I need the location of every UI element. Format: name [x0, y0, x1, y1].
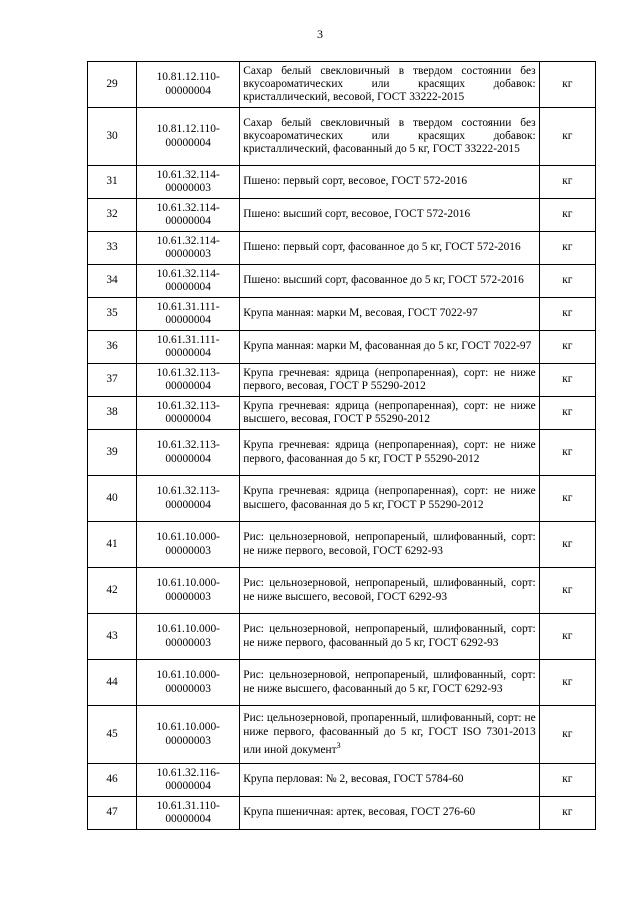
row-number-text: 45 — [106, 727, 118, 740]
row-number-text: 30 — [106, 129, 118, 142]
product-code — [137, 660, 240, 706]
row-number-text: 47 — [106, 806, 118, 819]
product-code — [137, 166, 240, 199]
product-code-text: 10.61.32.114-00000004 — [156, 267, 220, 293]
unit-of-measure — [539, 476, 595, 522]
row-number — [88, 397, 137, 430]
unit-of-measure-text: кг — [562, 491, 573, 504]
unit-of-measure — [539, 199, 595, 232]
unit-of-measure — [539, 265, 595, 298]
product-description-text: Пшено: первый сорт, фасованное до 5 кг, ГОСТ 572-2016 — [243, 241, 521, 254]
row-number-text: 31 — [106, 175, 118, 188]
unit-of-measure-text: кг — [562, 629, 573, 642]
table-row — [88, 797, 596, 830]
product-code — [137, 522, 240, 568]
unit-of-measure-text: кг — [562, 373, 573, 386]
product-code — [137, 199, 240, 232]
product-description — [240, 364, 539, 397]
product-description — [240, 397, 539, 430]
product-description — [240, 331, 539, 364]
product-description — [240, 265, 539, 298]
product-code-text: 10.61.32.114-00000003 — [156, 168, 220, 194]
row-number — [88, 298, 137, 331]
unit-of-measure-text: кг — [562, 445, 573, 458]
product-code-text: 10.61.10.000-00000003 — [156, 721, 220, 747]
row-number — [88, 108, 137, 166]
product-description-text: Крупа гречневая: ядрица (непропаренная), сорт: не ниже высшего, фасованная до 5 кг, ГОСТ Р 55290-2012 — [243, 485, 536, 511]
unit-of-measure-text: кг — [562, 806, 573, 819]
product-description — [240, 166, 539, 199]
product-description-text: Рис: цельнозерновой, непропареный, шлифованный, сорт: не ниже первого, весовой, ГОСТ 6292-93 — [243, 531, 536, 557]
product-description-text: Сахар белый свекловичный в твердом состоянии без вкусоароматических или красящих добавок: кристаллический, весовой, ГОСТ 33222-2015 — [243, 64, 536, 104]
product-description-text: Крупа манная: марки М, фасованная до 5 кг, ГОСТ 7022-97 — [243, 340, 532, 353]
row-number — [88, 568, 137, 614]
row-number-text: 32 — [106, 208, 118, 221]
product-code — [137, 108, 240, 166]
row-number-text: 38 — [106, 406, 118, 419]
product-code-text: 10.61.32.113-00000004 — [156, 399, 220, 425]
product-code-text: 10.61.32.113-00000004 — [156, 366, 220, 392]
unit-of-measure — [539, 166, 595, 199]
table-row — [88, 166, 596, 199]
product-code-text: 10.61.10.000-00000003 — [156, 531, 220, 557]
row-number-text: 35 — [106, 307, 118, 320]
unit-of-measure-text: кг — [562, 274, 573, 287]
product-code — [137, 568, 240, 614]
row-number-text: 29 — [106, 77, 118, 90]
row-number — [88, 797, 137, 830]
row-number — [88, 331, 137, 364]
product-description — [240, 568, 539, 614]
unit-of-measure — [539, 614, 595, 660]
row-number-text: 41 — [106, 537, 118, 550]
unit-of-measure — [539, 706, 595, 764]
unit-of-measure-text: кг — [562, 175, 573, 188]
unit-of-measure — [539, 108, 595, 166]
unit-of-measure-text: кг — [562, 406, 573, 419]
product-description — [240, 764, 539, 797]
table-row — [88, 331, 596, 364]
product-description — [240, 62, 539, 108]
product-code-text: 10.61.32.113-00000004 — [156, 485, 220, 511]
row-number — [88, 265, 137, 298]
product-code-text: 10.61.31.110-00000004 — [156, 799, 220, 825]
unit-of-measure — [539, 430, 595, 476]
row-number — [88, 199, 137, 232]
product-description-text: Пшено: первый сорт, весовое, ГОСТ 572-2016 — [243, 175, 468, 188]
product-description — [240, 660, 539, 706]
product-description-text: Рис: цельнозерновой, непропареный, шлифованный, сорт: не ниже высшего, фасованный до 5 кг, ГОСТ 6292-93 — [243, 669, 536, 695]
unit-of-measure — [539, 364, 595, 397]
product-description-text: Пшено: высший сорт, фасованное до 5 кг, ГОСТ 572-2016 — [243, 274, 524, 287]
row-number — [88, 522, 137, 568]
product-description — [240, 614, 539, 660]
unit-of-measure-text: кг — [562, 307, 573, 320]
product-description-text: Крупа пшеничная: артек, весовая, ГОСТ 276-60 — [243, 806, 476, 819]
product-code — [137, 331, 240, 364]
product-code-text: 10.61.31.111-00000004 — [156, 300, 220, 326]
product-description-text: Сахар белый свекловичный в твердом состоянии без вкусоароматических или красящих добавок: кристаллический, фасованный до 5 кг, ГОСТ 33222-2015 — [243, 116, 536, 156]
product-code — [137, 298, 240, 331]
product-code-text: 10.61.32.114-00000004 — [156, 201, 220, 227]
product-description-text: Крупа перловая: № 2, весовая, ГОСТ 5784-60 — [243, 773, 464, 786]
table-row — [88, 397, 596, 430]
row-number-text: 46 — [106, 773, 118, 786]
footnote-marker: 3 — [336, 740, 341, 750]
product-description — [240, 706, 539, 764]
product-code — [137, 397, 240, 430]
product-description — [240, 430, 539, 476]
row-number-text: 42 — [106, 583, 118, 596]
product-description-text: Рис: цельнозерновой, непропареный, шлифованный, сорт: не ниже первого, фасованный до 5 кг, ГОСТ 6292-93 — [243, 623, 536, 649]
product-code-text: 10.61.10.000-00000003 — [156, 577, 220, 603]
product-code — [137, 797, 240, 830]
items-table-body — [88, 62, 596, 830]
product-description — [240, 298, 539, 331]
table-row — [88, 706, 596, 764]
table-row — [88, 614, 596, 660]
product-code — [137, 706, 240, 764]
table-row — [88, 265, 596, 298]
row-number-text: 44 — [106, 675, 118, 688]
unit-of-measure — [539, 522, 595, 568]
product-description — [240, 476, 539, 522]
product-description-text: Рис: цельнозерновой, пропаренный, шлифованный, сорт: не ниже первого, фасованный до 5 кг, ГОСТ ISO 7301-2013 или иной документ — [243, 712, 536, 756]
product-code — [137, 62, 240, 108]
row-number — [88, 166, 137, 199]
row-number — [88, 614, 137, 660]
product-description-text: Рис: цельнозерновой, непропареный, шлифованный, сорт: не ниже высшего, весовой, ГОСТ 6292-93 — [243, 577, 536, 603]
product-code-text: 10.61.31.111-00000004 — [156, 333, 220, 359]
row-number-text: 43 — [106, 629, 118, 642]
product-description — [240, 199, 539, 232]
row-number — [88, 764, 137, 797]
product-description-text: Крупа манная: марки М, весовая, ГОСТ 7022-97 — [243, 307, 478, 320]
table-row — [88, 232, 596, 265]
product-description — [240, 108, 539, 166]
table-row — [88, 430, 596, 476]
table-row — [88, 199, 596, 232]
product-description — [240, 232, 539, 265]
unit-of-measure-text: кг — [562, 773, 573, 786]
unit-of-measure-text: кг — [562, 727, 573, 740]
row-number-text: 40 — [106, 491, 118, 504]
product-code-text: 10.81.12.110-00000004 — [156, 123, 220, 149]
row-number — [88, 476, 137, 522]
product-description-text: Крупа гречневая: ядрица (непропаренная), сорт: не ниже высшего, весовая, ГОСТ Р 55290-2012 — [243, 399, 536, 425]
row-number — [88, 62, 137, 108]
product-code — [137, 265, 240, 298]
unit-of-measure — [539, 660, 595, 706]
table-row — [88, 364, 596, 397]
row-number — [88, 232, 137, 265]
product-code — [137, 476, 240, 522]
table-row — [88, 62, 596, 108]
table-row — [88, 298, 596, 331]
product-description-text: Крупа гречневая: ядрица (непропаренная), сорт: не ниже первого, фасованная до 5 кг, ГОСТ Р 55290-2012 — [243, 439, 536, 465]
unit-of-measure — [539, 232, 595, 265]
unit-of-measure-text: кг — [562, 241, 573, 254]
row-number — [88, 430, 137, 476]
row-number-text: 39 — [106, 445, 118, 458]
row-number — [88, 706, 137, 764]
product-description-text: Пшено: высший сорт, весовое, ГОСТ 572-2016 — [243, 208, 471, 221]
row-number-text: 33 — [106, 241, 118, 254]
table-row — [88, 568, 596, 614]
row-number-text: 36 — [106, 340, 118, 353]
product-code-text: 10.81.12.110-00000004 — [156, 71, 220, 97]
row-number-text: 37 — [106, 373, 118, 386]
unit-of-measure — [539, 797, 595, 830]
page-number: 3 — [317, 27, 323, 41]
product-code — [137, 614, 240, 660]
product-code — [137, 232, 240, 265]
product-code-text: 10.61.32.114-00000003 — [156, 234, 220, 260]
unit-of-measure — [539, 397, 595, 430]
row-number — [88, 364, 137, 397]
product-code — [137, 430, 240, 476]
unit-of-measure-text: кг — [562, 340, 573, 353]
product-code-text: 10.61.32.116-00000004 — [156, 766, 220, 792]
row-number-text: 34 — [106, 274, 118, 287]
unit-of-measure-text: кг — [562, 208, 573, 221]
unit-of-measure-text: кг — [562, 129, 573, 142]
unit-of-measure-text: кг — [562, 583, 573, 596]
product-description — [240, 522, 539, 568]
unit-of-measure-text: кг — [562, 537, 573, 550]
items-table — [87, 61, 596, 830]
product-code — [137, 364, 240, 397]
product-description — [240, 797, 539, 830]
product-code-text: 10.61.10.000-00000003 — [156, 623, 220, 649]
product-code-text: 10.61.32.113-00000004 — [156, 439, 220, 465]
table-row — [88, 108, 596, 166]
unit-of-measure — [539, 764, 595, 797]
unit-of-measure — [539, 62, 595, 108]
unit-of-measure — [539, 331, 595, 364]
table-row — [88, 522, 596, 568]
unit-of-measure-text: кг — [562, 77, 573, 90]
product-code — [137, 764, 240, 797]
table-row — [88, 660, 596, 706]
product-description-text: Крупа гречневая: ядрица (непропаренная), сорт: не ниже первого, весовая, ГОСТ Р 55290-2012 — [243, 366, 536, 392]
unit-of-measure-text: кг — [562, 675, 573, 688]
table-row — [88, 764, 596, 797]
row-number — [88, 660, 137, 706]
unit-of-measure — [539, 298, 595, 331]
table-row — [88, 476, 596, 522]
product-code-text: 10.61.10.000-00000003 — [156, 669, 220, 695]
unit-of-measure — [539, 568, 595, 614]
